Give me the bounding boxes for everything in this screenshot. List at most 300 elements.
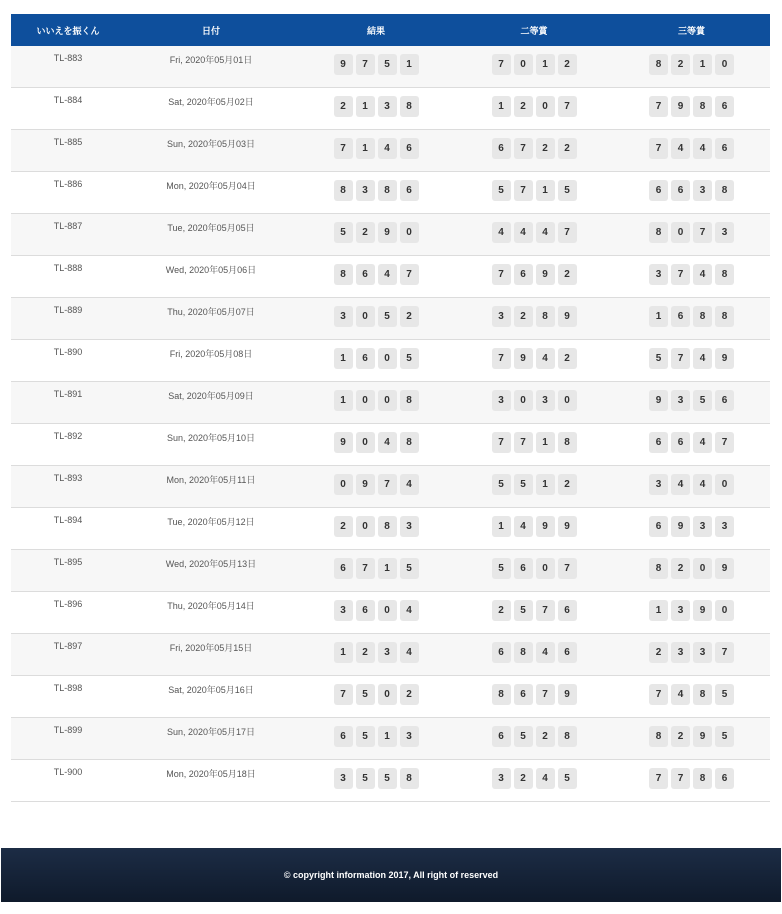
row-id: TL-888 — [53, 263, 83, 273]
number-ball: 9 — [536, 516, 555, 537]
number-ball: 3 — [671, 600, 690, 621]
number-ball: 4 — [671, 138, 690, 159]
number-ball: 1 — [378, 558, 397, 579]
number-ball: 0 — [378, 348, 397, 369]
number-ball: 8 — [693, 96, 712, 117]
number-ball: 2 — [558, 264, 577, 285]
number-ball: 3 — [693, 180, 712, 201]
number-ball: 7 — [693, 222, 712, 243]
number-ball: 7 — [492, 432, 511, 453]
third-prize-digits — [613, 340, 770, 369]
number-ball: 5 — [492, 180, 511, 201]
result-digits — [297, 46, 455, 75]
number-ball: 6 — [356, 600, 375, 621]
number-ball: 9 — [649, 390, 668, 411]
second-prize-digits — [455, 340, 613, 369]
number-ball: 8 — [715, 306, 734, 327]
row-date: Sat, 2020年05月02日 — [168, 97, 254, 107]
number-ball: 5 — [356, 684, 375, 705]
number-ball: 5 — [558, 180, 577, 201]
row-date: Sun, 2020年05月10日 — [166, 433, 256, 443]
number-ball: 4 — [536, 222, 555, 243]
number-ball: 5 — [334, 222, 353, 243]
number-ball: 8 — [558, 432, 577, 453]
number-ball: 6 — [671, 306, 690, 327]
number-ball: 8 — [378, 516, 397, 537]
number-ball: 0 — [536, 558, 555, 579]
third-prize-digits — [613, 634, 770, 663]
third-prize-digits — [613, 298, 770, 327]
third-prize-digits — [613, 676, 770, 705]
number-ball: 2 — [558, 54, 577, 75]
result-digits — [297, 634, 455, 663]
result-digits — [297, 592, 455, 621]
number-ball: 3 — [693, 516, 712, 537]
result-digits — [297, 172, 455, 201]
number-ball: 4 — [693, 264, 712, 285]
number-ball: 1 — [378, 726, 397, 747]
number-ball: 5 — [492, 558, 511, 579]
result-digits — [297, 424, 455, 453]
number-ball: 5 — [514, 600, 533, 621]
number-ball: 0 — [514, 390, 533, 411]
number-ball: 7 — [558, 222, 577, 243]
header-second-prize: 二等賞 — [520, 25, 548, 36]
number-ball: 1 — [334, 348, 353, 369]
number-ball: 8 — [400, 432, 419, 453]
number-ball: 0 — [356, 306, 375, 327]
number-ball: 1 — [492, 516, 511, 537]
table-row — [11, 46, 770, 88]
number-ball: 6 — [492, 726, 511, 747]
third-prize-digits — [613, 88, 770, 117]
header-id: いいえを振くん — [36, 25, 100, 36]
number-ball: 7 — [558, 558, 577, 579]
number-ball: 8 — [649, 222, 668, 243]
number-ball: 4 — [400, 600, 419, 621]
second-prize-digits — [455, 424, 613, 453]
number-ball: 2 — [514, 96, 533, 117]
number-ball: 2 — [514, 306, 533, 327]
third-prize-digits — [613, 466, 770, 495]
number-ball: 5 — [400, 348, 419, 369]
second-prize-digits — [455, 88, 613, 117]
number-ball: 7 — [334, 138, 353, 159]
row-id: TL-893 — [53, 473, 83, 483]
third-prize-digits — [613, 46, 770, 75]
number-ball: 1 — [334, 390, 353, 411]
number-ball: 3 — [715, 222, 734, 243]
number-ball: 3 — [649, 264, 668, 285]
result-digits — [297, 508, 455, 537]
number-ball: 9 — [693, 726, 712, 747]
number-ball: 0 — [715, 474, 734, 495]
number-ball: 1 — [649, 600, 668, 621]
result-digits — [297, 214, 455, 243]
table-row — [11, 760, 770, 802]
number-ball: 3 — [400, 516, 419, 537]
number-ball: 6 — [334, 726, 353, 747]
table-row — [11, 88, 770, 130]
number-ball: 0 — [671, 222, 690, 243]
number-ball: 7 — [649, 96, 668, 117]
row-id: TL-896 — [53, 599, 83, 609]
result-digits — [297, 88, 455, 117]
row-id: TL-883 — [53, 53, 83, 63]
number-ball: 6 — [514, 264, 533, 285]
number-ball: 2 — [334, 516, 353, 537]
second-prize-digits — [455, 592, 613, 621]
number-ball: 8 — [400, 390, 419, 411]
number-ball: 8 — [400, 768, 419, 789]
number-ball: 6 — [649, 432, 668, 453]
number-ball: 4 — [514, 222, 533, 243]
number-ball: 7 — [536, 600, 555, 621]
table-row — [11, 130, 770, 172]
row-date: Sun, 2020年05月17日 — [166, 727, 256, 737]
number-ball: 7 — [378, 474, 397, 495]
row-date: Sat, 2020年05月16日 — [168, 685, 254, 695]
row-id: TL-900 — [53, 767, 83, 777]
row-date: Tue, 2020年05月12日 — [167, 517, 255, 527]
second-prize-digits — [455, 634, 613, 663]
row-id: TL-886 — [53, 179, 83, 189]
number-ball: 2 — [558, 348, 577, 369]
second-prize-digits — [455, 214, 613, 243]
number-ball: 4 — [671, 474, 690, 495]
number-ball: 6 — [715, 96, 734, 117]
third-prize-digits — [613, 256, 770, 285]
number-ball: 7 — [334, 684, 353, 705]
table-row — [11, 550, 770, 592]
number-ball: 2 — [536, 726, 555, 747]
number-ball: 3 — [693, 642, 712, 663]
table-row — [11, 340, 770, 382]
second-prize-digits — [455, 46, 613, 75]
number-ball: 5 — [356, 768, 375, 789]
number-ball: 9 — [715, 558, 734, 579]
number-ball: 6 — [400, 138, 419, 159]
number-ball: 5 — [514, 726, 533, 747]
number-ball: 2 — [671, 54, 690, 75]
second-prize-digits — [455, 508, 613, 537]
number-ball: 7 — [671, 264, 690, 285]
number-ball: 7 — [558, 96, 577, 117]
number-ball: 6 — [715, 138, 734, 159]
number-ball: 6 — [492, 642, 511, 663]
result-digits — [297, 298, 455, 327]
number-ball: 2 — [671, 726, 690, 747]
number-ball: 2 — [536, 138, 555, 159]
number-ball: 6 — [671, 432, 690, 453]
number-ball: 9 — [558, 306, 577, 327]
number-ball: 7 — [649, 138, 668, 159]
number-ball: 6 — [715, 768, 734, 789]
row-date: Mon, 2020年05月04日 — [166, 181, 256, 191]
row-id: TL-890 — [53, 347, 83, 357]
number-ball: 1 — [693, 54, 712, 75]
number-ball: 4 — [514, 516, 533, 537]
third-prize-digits — [613, 172, 770, 201]
third-prize-digits — [613, 760, 770, 789]
number-ball: 0 — [558, 390, 577, 411]
number-ball: 2 — [356, 642, 375, 663]
third-prize-digits — [613, 592, 770, 621]
number-ball: 6 — [492, 138, 511, 159]
number-ball: 7 — [715, 432, 734, 453]
table-row — [11, 676, 770, 718]
second-prize-digits — [455, 172, 613, 201]
row-id: TL-898 — [53, 683, 83, 693]
number-ball: 8 — [649, 726, 668, 747]
number-ball: 9 — [514, 348, 533, 369]
third-prize-digits — [613, 214, 770, 243]
number-ball: 6 — [356, 348, 375, 369]
row-date: Wed, 2020年05月06日 — [165, 265, 257, 275]
table-row — [11, 718, 770, 760]
number-ball: 1 — [400, 54, 419, 75]
number-ball: 3 — [400, 726, 419, 747]
number-ball: 6 — [715, 390, 734, 411]
number-ball: 5 — [514, 474, 533, 495]
row-date: Fri, 2020年05月01日 — [169, 55, 253, 65]
number-ball: 9 — [671, 516, 690, 537]
row-date: Wed, 2020年05月13日 — [165, 559, 257, 569]
number-ball: 9 — [334, 54, 353, 75]
number-ball: 2 — [558, 138, 577, 159]
number-ball: 8 — [693, 306, 712, 327]
footer — [1, 848, 781, 902]
results-table — [11, 14, 770, 802]
number-ball: 7 — [715, 642, 734, 663]
number-ball: 6 — [334, 558, 353, 579]
number-ball: 5 — [693, 390, 712, 411]
number-ball: 7 — [492, 348, 511, 369]
number-ball: 8 — [334, 264, 353, 285]
number-ball: 4 — [693, 138, 712, 159]
result-digits — [297, 718, 455, 747]
third-prize-digits — [613, 508, 770, 537]
number-ball: 7 — [514, 432, 533, 453]
result-digits — [297, 760, 455, 789]
table-row — [11, 382, 770, 424]
number-ball: 3 — [378, 96, 397, 117]
row-id: TL-887 — [53, 221, 83, 231]
table-row — [11, 508, 770, 550]
table-row — [11, 592, 770, 634]
number-ball: 0 — [356, 390, 375, 411]
number-ball: 4 — [400, 642, 419, 663]
row-id: TL-889 — [53, 305, 83, 315]
row-date: Sun, 2020年05月03日 — [166, 139, 256, 149]
number-ball: 8 — [514, 642, 533, 663]
table-row — [11, 634, 770, 676]
number-ball: 7 — [514, 180, 533, 201]
number-ball: 2 — [400, 684, 419, 705]
number-ball: 7 — [536, 684, 555, 705]
number-ball: 0 — [715, 54, 734, 75]
table-body — [11, 46, 770, 802]
number-ball: 4 — [536, 348, 555, 369]
number-ball: 7 — [400, 264, 419, 285]
number-ball: 4 — [378, 432, 397, 453]
number-ball: 1 — [649, 306, 668, 327]
number-ball: 3 — [671, 642, 690, 663]
number-ball: 7 — [671, 348, 690, 369]
row-id: TL-897 — [53, 641, 83, 651]
number-ball: 8 — [649, 54, 668, 75]
number-ball: 2 — [492, 600, 511, 621]
row-id: TL-895 — [53, 557, 83, 567]
number-ball: 9 — [558, 516, 577, 537]
third-prize-digits — [613, 718, 770, 747]
second-prize-digits — [455, 256, 613, 285]
number-ball: 6 — [356, 264, 375, 285]
number-ball: 5 — [378, 768, 397, 789]
table-row — [11, 466, 770, 508]
number-ball: 9 — [693, 600, 712, 621]
number-ball: 3 — [356, 180, 375, 201]
number-ball: 2 — [400, 306, 419, 327]
number-ball: 5 — [492, 474, 511, 495]
number-ball: 7 — [492, 54, 511, 75]
number-ball: 9 — [558, 684, 577, 705]
result-digits — [297, 256, 455, 285]
number-ball: 3 — [492, 306, 511, 327]
third-prize-digits — [613, 424, 770, 453]
row-date: Mon, 2020年05月11日 — [166, 475, 256, 485]
number-ball: 6 — [671, 180, 690, 201]
table-row — [11, 298, 770, 340]
number-ball: 8 — [378, 180, 397, 201]
number-ball: 3 — [334, 306, 353, 327]
number-ball: 6 — [649, 516, 668, 537]
number-ball: 5 — [649, 348, 668, 369]
number-ball: 3 — [536, 390, 555, 411]
number-ball: 0 — [400, 222, 419, 243]
number-ball: 6 — [558, 642, 577, 663]
number-ball: 9 — [334, 432, 353, 453]
row-date: Thu, 2020年05月14日 — [167, 601, 255, 611]
number-ball: 4 — [671, 684, 690, 705]
number-ball: 8 — [649, 558, 668, 579]
result-digits — [297, 130, 455, 159]
row-date: Thu, 2020年05月07日 — [167, 307, 255, 317]
number-ball: 8 — [536, 306, 555, 327]
number-ball: 3 — [492, 390, 511, 411]
number-ball: 9 — [356, 474, 375, 495]
number-ball: 0 — [356, 516, 375, 537]
row-id: TL-885 — [53, 137, 83, 147]
number-ball: 6 — [514, 684, 533, 705]
number-ball: 9 — [671, 96, 690, 117]
number-ball: 1 — [536, 474, 555, 495]
number-ball: 4 — [693, 348, 712, 369]
number-ball: 0 — [356, 432, 375, 453]
number-ball: 1 — [356, 138, 375, 159]
row-date: Mon, 2020年05月18日 — [166, 769, 256, 779]
number-ball: 8 — [492, 684, 511, 705]
row-id: TL-899 — [53, 725, 83, 735]
number-ball: 7 — [356, 558, 375, 579]
number-ball: 4 — [536, 768, 555, 789]
number-ball: 0 — [715, 600, 734, 621]
number-ball: 4 — [378, 138, 397, 159]
number-ball: 8 — [715, 264, 734, 285]
result-digits — [297, 676, 455, 705]
number-ball: 9 — [378, 222, 397, 243]
number-ball: 1 — [536, 432, 555, 453]
row-date: Fri, 2020年05月15日 — [169, 643, 253, 653]
second-prize-digits — [455, 466, 613, 495]
number-ball: 4 — [378, 264, 397, 285]
number-ball: 4 — [693, 474, 712, 495]
number-ball: 8 — [334, 180, 353, 201]
number-ball: 3 — [334, 768, 353, 789]
number-ball: 3 — [492, 768, 511, 789]
number-ball: 6 — [400, 180, 419, 201]
number-ball: 2 — [514, 768, 533, 789]
result-digits — [297, 382, 455, 411]
number-ball: 4 — [492, 222, 511, 243]
number-ball: 6 — [649, 180, 668, 201]
number-ball: 6 — [558, 600, 577, 621]
header-result: 結果 — [366, 25, 385, 36]
number-ball: 8 — [693, 684, 712, 705]
result-digits — [297, 550, 455, 579]
row-date: Tue, 2020年05月05日 — [167, 223, 255, 233]
number-ball: 5 — [378, 54, 397, 75]
number-ball: 0 — [378, 684, 397, 705]
table-row — [11, 214, 770, 256]
header-date: 日付 — [201, 25, 220, 36]
number-ball: 9 — [536, 264, 555, 285]
number-ball: 5 — [558, 768, 577, 789]
number-ball: 4 — [536, 642, 555, 663]
table-row — [11, 256, 770, 298]
number-ball: 0 — [693, 558, 712, 579]
number-ball: 6 — [514, 558, 533, 579]
number-ball: 0 — [536, 96, 555, 117]
number-ball: 4 — [693, 432, 712, 453]
table-row — [11, 172, 770, 214]
number-ball: 8 — [715, 180, 734, 201]
third-prize-digits — [613, 130, 770, 159]
third-prize-digits — [613, 550, 770, 579]
number-ball: 5 — [715, 684, 734, 705]
number-ball: 8 — [558, 726, 577, 747]
second-prize-digits — [455, 760, 613, 789]
number-ball: 0 — [378, 600, 397, 621]
number-ball: 7 — [514, 138, 533, 159]
number-ball: 7 — [492, 264, 511, 285]
second-prize-digits — [455, 298, 613, 327]
number-ball: 3 — [715, 516, 734, 537]
header-third-prize: 三等賞 — [677, 25, 705, 36]
number-ball: 7 — [649, 768, 668, 789]
row-date: Fri, 2020年05月08日 — [169, 349, 253, 359]
number-ball: 1 — [492, 96, 511, 117]
number-ball: 2 — [558, 474, 577, 495]
number-ball: 5 — [356, 726, 375, 747]
second-prize-digits — [455, 676, 613, 705]
number-ball: 8 — [693, 768, 712, 789]
number-ball: 2 — [671, 558, 690, 579]
number-ball: 3 — [334, 600, 353, 621]
second-prize-digits — [455, 550, 613, 579]
second-prize-digits — [455, 130, 613, 159]
second-prize-digits — [455, 382, 613, 411]
